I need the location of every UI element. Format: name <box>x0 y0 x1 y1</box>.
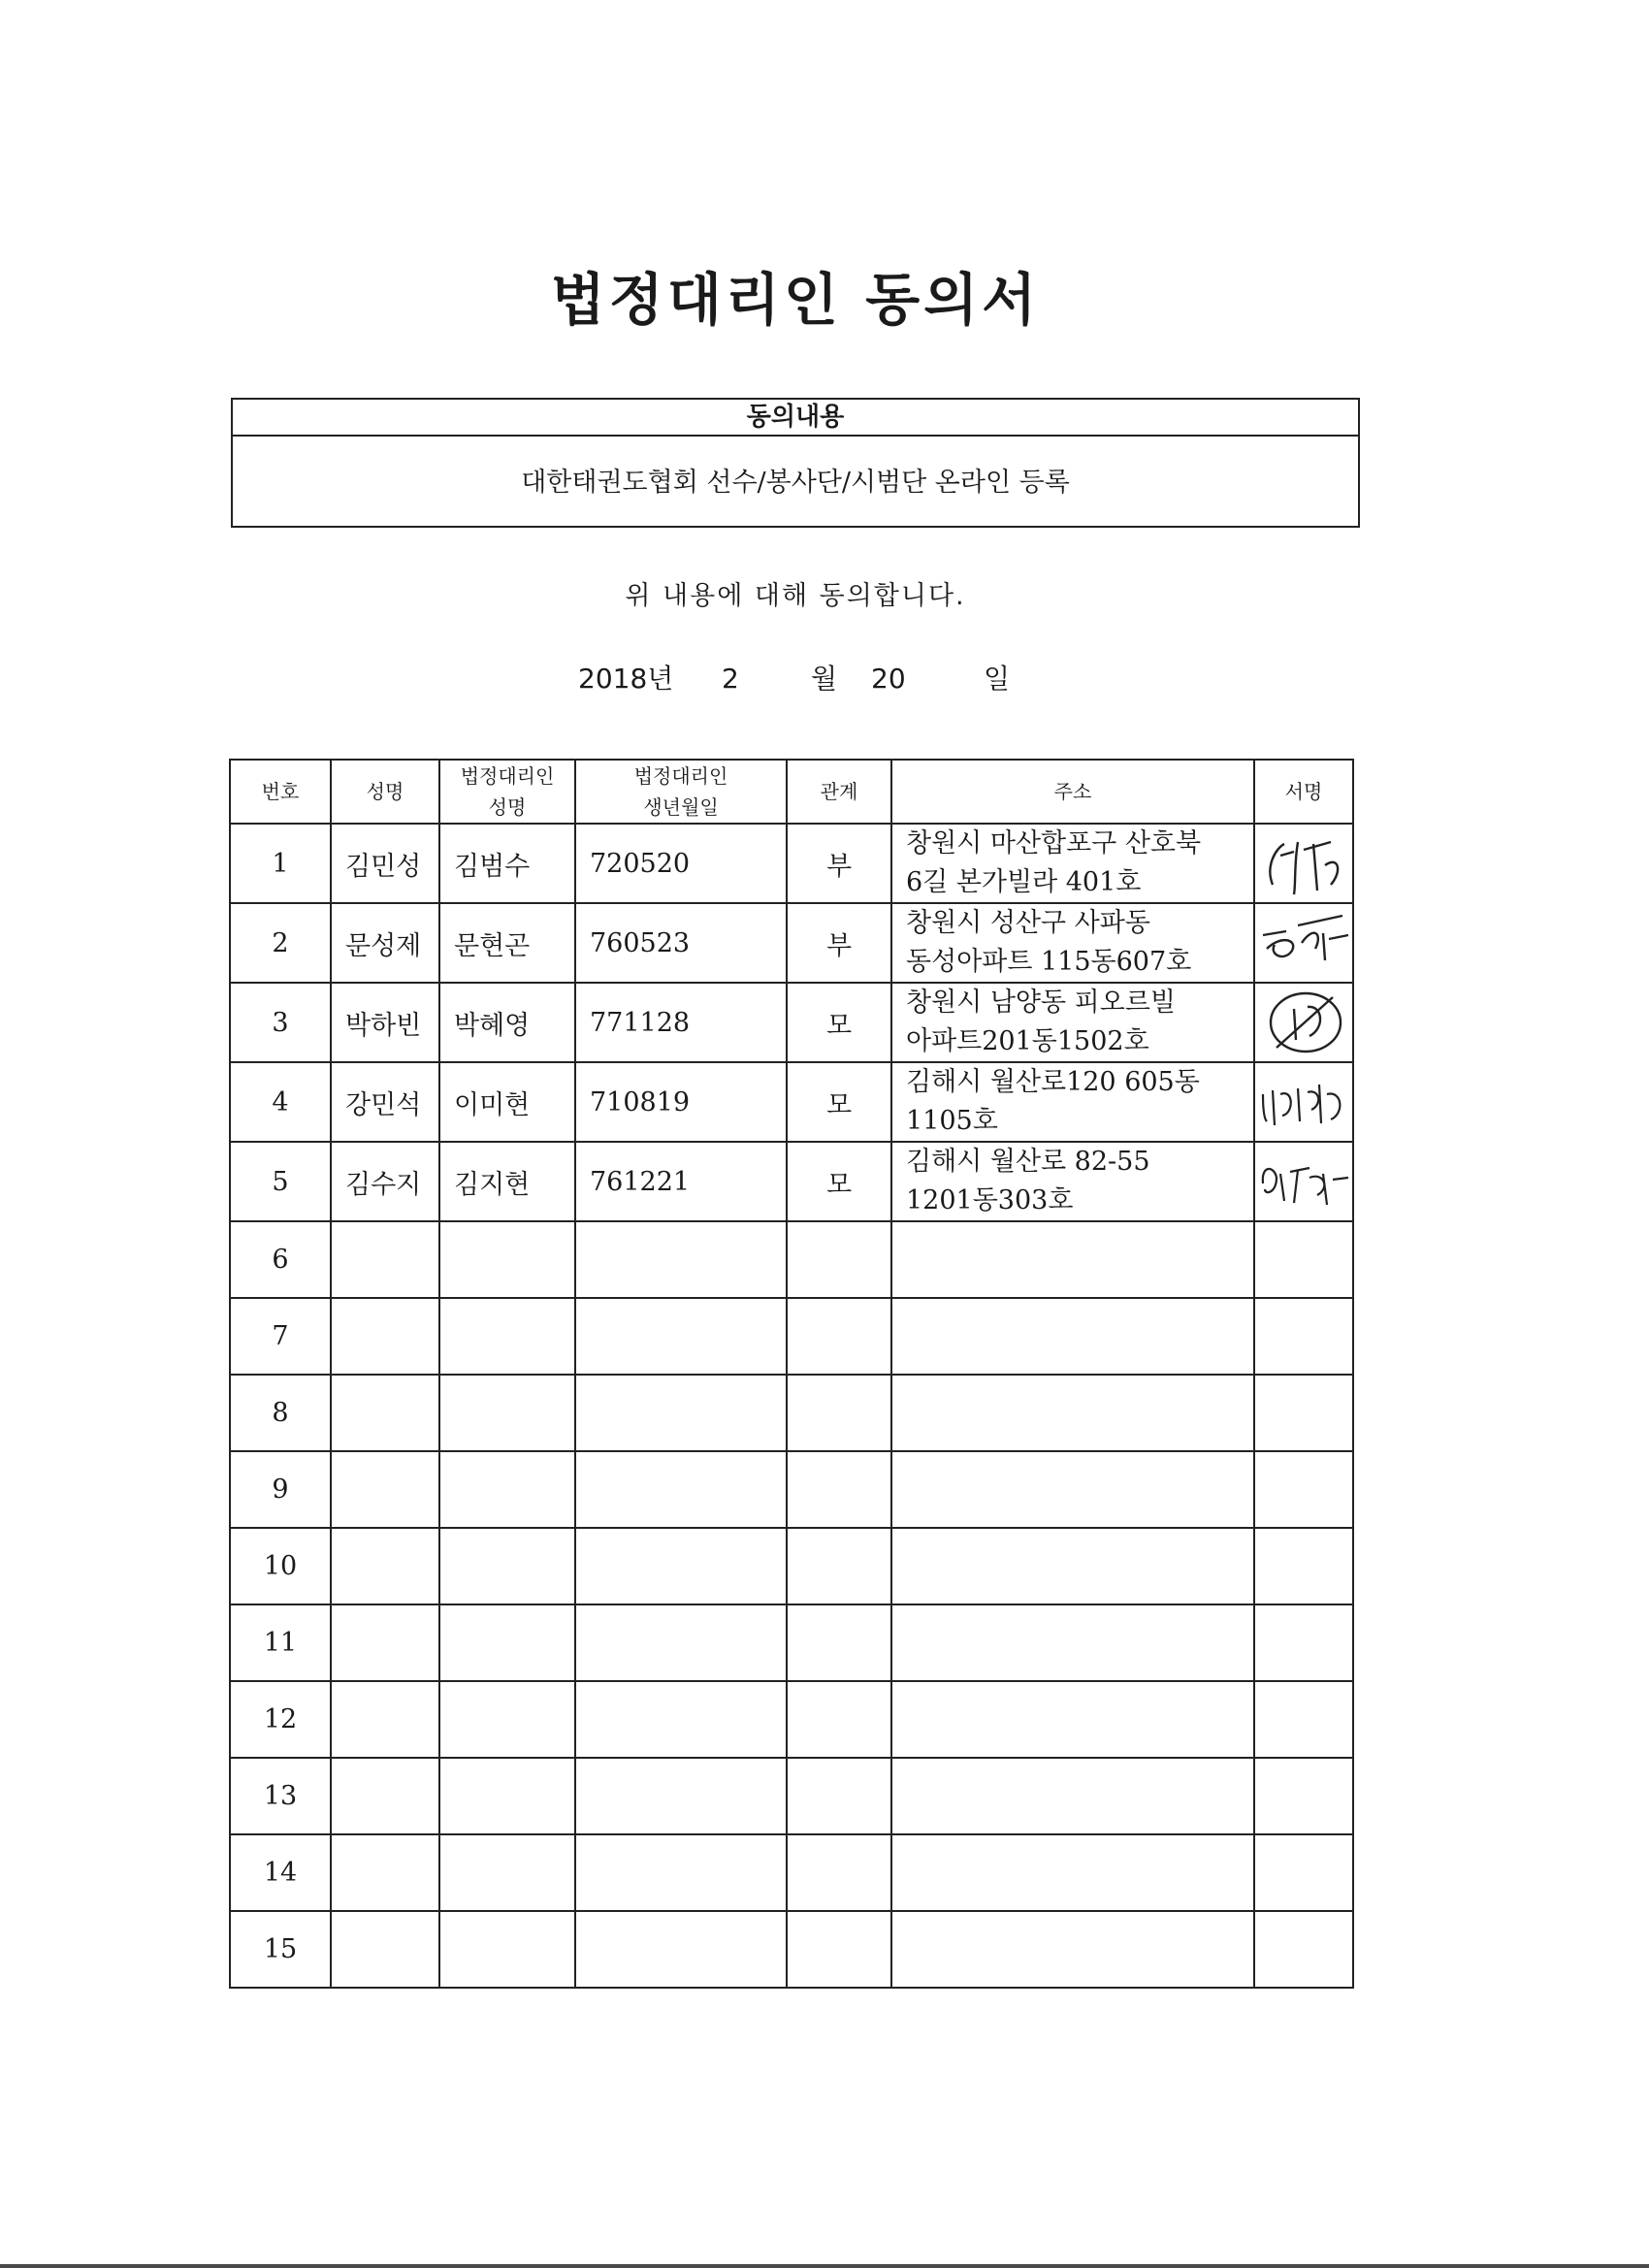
table-row <box>230 1451 1353 1528</box>
date-year: 2018년 <box>578 663 674 695</box>
row-relation: 부 <box>787 903 891 983</box>
row-guardian-name: 김범수 <box>439 824 575 903</box>
row-name <box>331 1451 439 1528</box>
row-relation <box>787 1604 891 1681</box>
row-birth <box>575 1375 787 1451</box>
row-address <box>891 1758 1254 1834</box>
table-row <box>230 1681 1353 1758</box>
table-body <box>230 824 1353 1988</box>
row-guardian-name <box>439 1221 575 1298</box>
handwritten-signature-icon <box>1255 906 1352 981</box>
header-guardian-birth <box>575 760 787 824</box>
table-header-row <box>230 760 1353 824</box>
header-name: 성명 <box>331 760 439 824</box>
handwritten-signature-icon <box>1255 1065 1352 1140</box>
row-relation <box>787 1298 891 1375</box>
table-row <box>230 1298 1353 1375</box>
table-row <box>230 903 1353 983</box>
row-no: 12 <box>230 1681 331 1758</box>
row-address <box>891 1604 1254 1681</box>
row-address <box>891 1528 1254 1604</box>
row-address <box>891 1221 1254 1298</box>
row-birth <box>575 1911 787 1988</box>
row-signature <box>1254 1758 1353 1834</box>
row-guardian-name: 박혜영 <box>439 983 575 1062</box>
row-address <box>891 983 1254 1062</box>
row-birth: 720520 <box>575 824 787 903</box>
row-guardian-name <box>439 1911 575 1988</box>
row-address <box>891 1298 1254 1375</box>
row-address-line: 아파트201동1502호 <box>906 1026 1149 1056</box>
document-title: 법정대리인 동의서 <box>550 267 1041 333</box>
row-signature <box>1254 1911 1353 1988</box>
row-birth: 760523 <box>575 903 787 983</box>
header-no: 번호 <box>230 760 331 824</box>
row-birth <box>575 1451 787 1528</box>
row-no: 6 <box>230 1221 331 1298</box>
row-relation <box>787 1451 891 1528</box>
header-guardian-name <box>439 760 575 824</box>
row-relation: 모 <box>787 1142 891 1221</box>
row-address-line: 동성아파트 115동607호 <box>906 947 1192 977</box>
row-no: 1 <box>230 824 331 903</box>
row-address <box>891 1834 1254 1911</box>
guardian-table <box>229 759 1354 1989</box>
row-signature <box>1254 1528 1353 1604</box>
row-guardian-name <box>439 1375 575 1451</box>
row-relation <box>787 1221 891 1298</box>
row-relation: 부 <box>787 824 891 903</box>
handwritten-signature-icon <box>1255 1145 1352 1219</box>
row-name: 김수지 <box>331 1142 439 1221</box>
row-address-line: 김해시 월산로 82-55 <box>906 1147 1150 1177</box>
row-no: 11 <box>230 1604 331 1681</box>
row-birth: 710819 <box>575 1062 787 1142</box>
scan-edge <box>0 2264 1649 2268</box>
table-row <box>230 1375 1353 1451</box>
row-birth <box>575 1221 787 1298</box>
header-guardian-name-line2: 성명 <box>488 795 527 819</box>
row-address-line: 창원시 마산합포구 산호북 <box>906 828 1202 859</box>
row-name <box>331 1604 439 1681</box>
row-address-line: 1201동303호 <box>906 1185 1074 1215</box>
row-guardian-name <box>439 1834 575 1911</box>
row-name: 강민석 <box>331 1062 439 1142</box>
row-address <box>891 1451 1254 1528</box>
row-name <box>331 1221 439 1298</box>
row-address <box>891 824 1254 903</box>
agree-statement: 위 내용에 대해 동의합니다. <box>625 581 966 611</box>
row-no: 14 <box>230 1834 331 1911</box>
row-name <box>331 1911 439 1988</box>
row-signature <box>1254 903 1353 983</box>
row-signature <box>1254 1375 1353 1451</box>
header-guardian-name-line1: 법정대리인 <box>460 764 555 788</box>
row-address <box>891 1062 1254 1142</box>
consent-body: 대한태권도협회 선수/봉사단/시범단 온라인 등록 <box>521 468 1070 498</box>
header-relation: 관계 <box>787 760 891 824</box>
row-signature <box>1254 1142 1353 1221</box>
row-no: 4 <box>230 1062 331 1142</box>
row-signature <box>1254 1451 1353 1528</box>
table-row <box>230 824 1353 903</box>
row-signature <box>1254 1681 1353 1758</box>
row-address-line: 창원시 남양동 피오르빌 <box>906 988 1176 1018</box>
row-address <box>891 1911 1254 1988</box>
row-address <box>891 1375 1254 1451</box>
row-address <box>891 903 1254 983</box>
row-name <box>331 1758 439 1834</box>
row-relation <box>787 1528 891 1604</box>
row-guardian-name <box>439 1604 575 1681</box>
date-month: 2 <box>722 663 739 695</box>
row-guardian-name <box>439 1681 575 1758</box>
row-relation: 모 <box>787 1062 891 1142</box>
row-no: 13 <box>230 1758 331 1834</box>
consent-box <box>231 398 1360 528</box>
row-birth <box>575 1528 787 1604</box>
table-row <box>230 983 1353 1062</box>
row-signature <box>1254 1604 1353 1681</box>
row-no: 2 <box>230 903 331 983</box>
date-day-label: 일 <box>984 663 1011 695</box>
row-no: 9 <box>230 1451 331 1528</box>
row-birth <box>575 1758 787 1834</box>
row-no: 5 <box>230 1142 331 1221</box>
row-no: 7 <box>230 1298 331 1375</box>
row-signature <box>1254 1834 1353 1911</box>
row-address <box>891 1681 1254 1758</box>
row-name: 문성제 <box>331 903 439 983</box>
row-relation <box>787 1911 891 1988</box>
row-guardian-name: 문현곤 <box>439 903 575 983</box>
consent-header: 동의내용 <box>233 400 1358 437</box>
row-signature <box>1254 824 1353 903</box>
row-no: 3 <box>230 983 331 1062</box>
row-address-line: 김해시 월산로120 605동 <box>906 1067 1200 1097</box>
row-guardian-name <box>439 1528 575 1604</box>
row-signature <box>1254 1062 1353 1142</box>
row-relation: 모 <box>787 983 891 1062</box>
row-address-line: 1105호 <box>906 1106 998 1136</box>
row-guardian-name <box>439 1298 575 1375</box>
table-row <box>230 1834 1353 1911</box>
row-birth <box>575 1681 787 1758</box>
row-birth: 771128 <box>575 983 787 1062</box>
row-relation <box>787 1375 891 1451</box>
row-relation <box>787 1681 891 1758</box>
row-signature <box>1254 1221 1353 1298</box>
row-address <box>891 1142 1254 1221</box>
row-no: 10 <box>230 1528 331 1604</box>
row-guardian-name <box>439 1451 575 1528</box>
date-day: 20 <box>871 663 906 695</box>
row-name: 박하빈 <box>331 983 439 1062</box>
row-name <box>331 1834 439 1911</box>
table-row <box>230 1911 1353 1988</box>
table-row <box>230 1062 1353 1142</box>
row-address-line: 6길 본가빌라 401호 <box>906 867 1142 897</box>
row-guardian-name: 김지현 <box>439 1142 575 1221</box>
row-relation <box>787 1758 891 1834</box>
row-birth <box>575 1298 787 1375</box>
row-address-line: 창원시 성산구 사파동 <box>906 908 1150 938</box>
header-signature: 서명 <box>1254 760 1353 824</box>
table-row <box>230 1221 1353 1298</box>
row-name: 김민성 <box>331 824 439 903</box>
row-birth: 761221 <box>575 1142 787 1221</box>
table-row <box>230 1142 1353 1221</box>
row-name <box>331 1298 439 1375</box>
row-relation <box>787 1834 891 1911</box>
handwritten-signature-icon <box>1255 986 1352 1060</box>
row-guardian-name: 이미현 <box>439 1062 575 1142</box>
row-name <box>331 1681 439 1758</box>
row-birth <box>575 1834 787 1911</box>
row-guardian-name <box>439 1758 575 1834</box>
handwritten-signature-icon <box>1255 826 1352 901</box>
row-signature <box>1254 983 1353 1062</box>
row-name <box>331 1375 439 1451</box>
date-month-label: 월 <box>811 663 838 695</box>
header-address: 주소 <box>891 760 1254 824</box>
row-signature <box>1254 1298 1353 1375</box>
row-birth <box>575 1604 787 1681</box>
row-name <box>331 1528 439 1604</box>
header-guardian-birth-line2: 생년월일 <box>643 795 719 819</box>
table-row <box>230 1604 1353 1681</box>
row-no: 8 <box>230 1375 331 1451</box>
table-row <box>230 1758 1353 1834</box>
table-row <box>230 1528 1353 1604</box>
header-guardian-birth-line1: 법정대리인 <box>633 764 728 788</box>
row-no: 15 <box>230 1911 331 1988</box>
date-line <box>0 660 1649 698</box>
